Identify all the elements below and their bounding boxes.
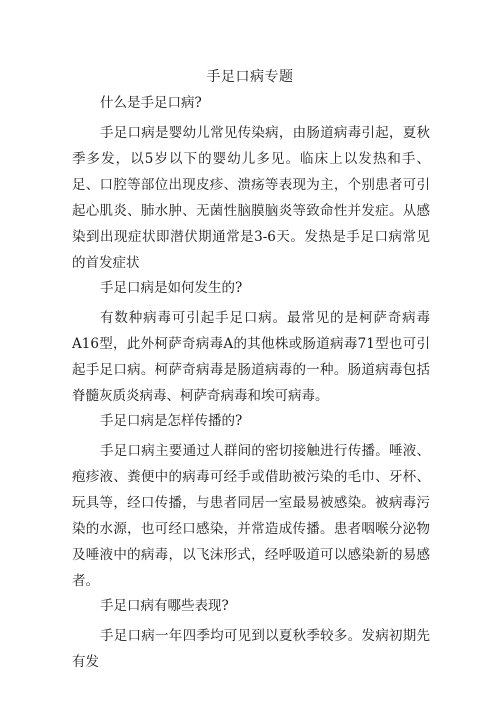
section-heading-how-occurs: 手足口病是如何发生的? — [100, 280, 243, 296]
section-heading-transmission: 手足口病是怎样传播的? — [100, 413, 243, 429]
section-heading-symptoms: 手足口病有哪些表现? — [100, 598, 229, 614]
section-paragraph-what-is: 手足口病是婴幼儿常见传染病，由肠道病毒引起，夏秋季多发，以5岁以下的婴幼儿多见。临床上以发热和手、足、口腔等部位出现皮疹、溃疡等表现为主，个别患者可引起心肌炎、肺水肿、无菌性脑膜脑炎等致命性并发症。从感染到出现症状即潜伏期通常是3-6天。发热是手足口病常见的首发症状 — [72, 125, 430, 271]
section-paragraph-transmission: 手足口病主要通过人群间的密切接触进行传播。唾液、疱疹液、粪便中的病毒可经手或借助被污染的毛巾、牙杯、玩具等，经口传播，与患者同居一室最易被感染。被病毒污染的水源，也可经口感染，并常造成传播。患者咽喉分泌物及唾液中的病毒，以飞沫形式，经呼吸道可以感染新的易感者。 — [72, 443, 430, 589]
section-paragraph-symptoms: 手足口病一年四季均可见到以夏秋季较多。发病初期先有发 — [72, 628, 430, 670]
document-body — [72, 93, 430, 677]
document-title: 手足口病专题 — [206, 69, 294, 85]
section-heading-what-is: 什么是手足口病? — [100, 95, 202, 111]
section-paragraph-how-occurs: 有数种病毒可引起手足口病。最常见的是柯萨奇病毒A16型，此外柯萨奇病毒A的其他株或肠道病毒71型也可引起手足口病。柯萨奇病毒是肠道病毒的一种。肠道病毒包括脊髓灰质炎病毒、柯萨奇病毒和埃可病毒。 — [72, 310, 430, 404]
